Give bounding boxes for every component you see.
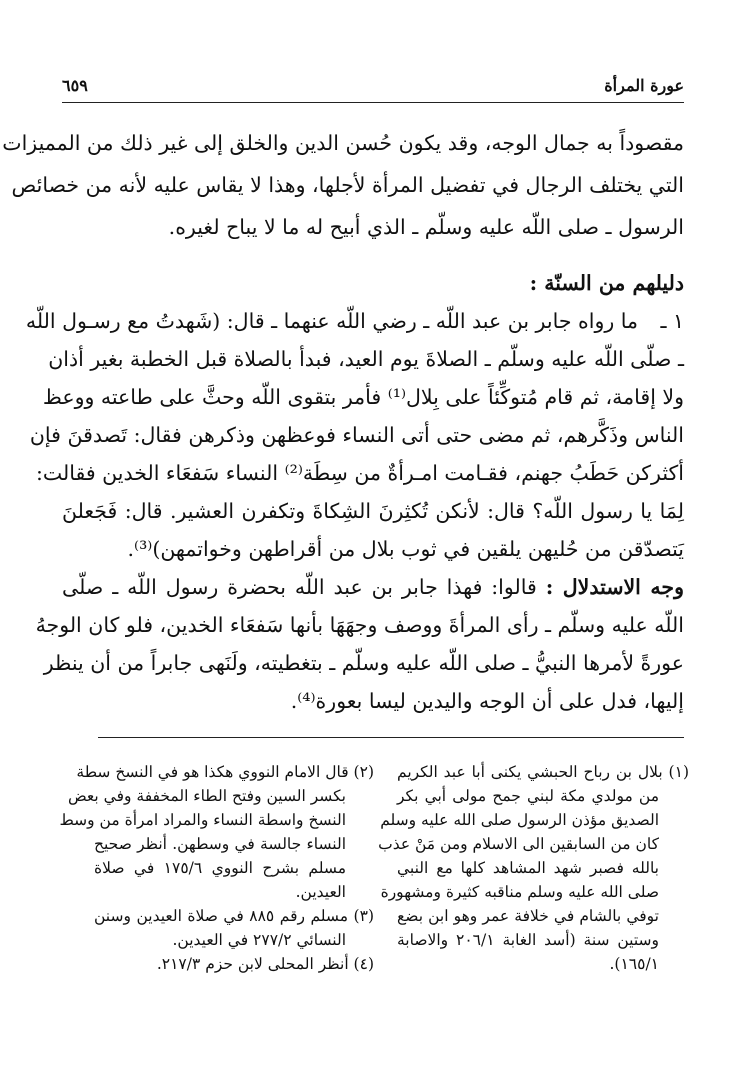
footnote-line: صلى الله عليه وسلم مناقبه كثيرة ومشهورة [380,883,659,901]
footnote-line: (٣) مسلم رقم ٨٨٥ في صلاة العيدين وسنن [94,907,374,925]
footnote-line: العيدين. [295,883,346,901]
footnote-line: (٤) أنظر المحلى لابن حزم ٢١٧/٣. [156,955,374,973]
footnote-line: النسائي ٢٧٧/٢ في العيدين. [172,931,346,949]
paragraph-line: الرسول ـ صلى اللّه عليه وسلّم ـ الذي أبيح له ما لا يباح لغيره. [168,215,684,239]
footnote-line: مسلم بشرح النووي ١٧٥/٦ في صلاة [94,859,347,877]
argument-label: وجه الاستدلال : [545,575,684,599]
section-heading: دليلهم من السنّة : [529,271,684,295]
footnote-line: كان من السابقين الى الاسلام ومن مَنْ عذب [378,835,659,853]
argument-line [62,572,684,602]
hadith-line: يَتصدّقن من حُليهن يلقين في ثوب بلال من أقراطهن وخواتمهن)⁽³⁾. [127,537,684,561]
footnote-line: (١) بلال بن رباح الحبشي يكنى أبا عبد الكريم [397,763,689,781]
footnote-line: النساء جالسة في وسطهن. أنظر صحيح [94,835,346,853]
hadith-line: الناس وذَكَّرهم، ثم مضى حتى أتى النساء فوعظهن وذكرهن فقال: تَصدقنَ فإن [29,423,684,447]
hadith-text: ما رواه جابر بن عبد اللّه ـ رضي اللّه عنهما ـ قال: (شَهدتُ مع رسـول اللّه [25,309,638,333]
footnotes-right-column [378,760,689,976]
hadith-line: أكثركن حَطَبُ جهنم، فقـامت امـرأةٌ من سِطَة⁽²⁾ النساء سَفعَاء الخدين فقالت: [35,461,684,485]
running-header [62,72,684,103]
hadith-line: ـ صلّى اللّه عليه وسلّم ـ الصلاةَ يوم العيد، فبدأ بالصلاة قبل الخطبة بغير أذان [48,347,684,371]
item-number: ١ ـ [660,309,684,333]
footnote-line: النسخ واسطة النساء والمراد امرأة من وسط [59,811,346,829]
paragraph-line: مقصوداً به جمال الوجه، وقد يكون حُسن الدين والخلق إلى غير ذلك من المميزات [2,131,684,155]
footnote-line: (٢) قال الامام النووي هكذا هو في النسخ سطة [76,763,374,781]
footnote-separator [98,737,684,738]
argument-line: اللّه عليه وسلّم ـ رأى المرأةَ ووصف وجهَهَا بأنها سَفعَاء الخدين، فلو كان الوجهُ [35,613,684,637]
footnote-line: توفي بالشام في خلافة عمر وهو ابن بضع [397,907,659,925]
footnotes-left-column [59,760,374,976]
argument-line: إليها، فدل على أن الوجه واليدين ليسا بعورة⁽⁴⁾. [290,689,684,713]
footnote-line: من مولدي مكة لبني جمح مولى أبي بكر [397,787,659,805]
footnote-line: بكسر السين وفتح الطاء المخففة وفي بعض [67,787,346,805]
argument-text: قالوا: فهذا جابر بن عبد اللّه بحضرة رسول اللّه ـ صلّى [62,575,537,599]
chapter-title: عورة المرأة [604,76,684,95]
footnote-line: ١٦٥/١). [609,955,659,973]
paragraph-line: التي يختلف الرجال في تفضيل المرأة لأجلها، وهذا لا يقاس عليه لأنه من خصائص [11,173,684,197]
hadith-line: لِمَا يا رسول اللّه؟ قال: لأنكن تُكثِرنَ الشِكاةَ وتكفرن العشير. قال: فَجَعلنَ [62,499,684,523]
footnote-line: الصديق مؤذن الرسول صلى الله عليه وسلم [380,811,659,829]
footnote-line: بالله فصبر شهد المشاهد كلها مع النبي [397,859,659,877]
page-number: ٦٥٩ [62,76,88,95]
argument-line: عورةً لأمرها النبيُّ ـ صلى اللّه عليه وسلّم ـ بتغطيته، ولَنَهى جابراً من أن ينظر [43,651,684,675]
hadith-line: ولا إقامة، ثم قام مُتوكِّئاً على بِلال⁽¹⁾ فأمر بتقوى اللّه وحثَّ على طاعته ووعظ [42,385,684,409]
footnote-line: وستين سنة (أسد الغابة ٢٠٦/١ والاصابة [397,931,660,949]
hadith-line [25,306,684,336]
